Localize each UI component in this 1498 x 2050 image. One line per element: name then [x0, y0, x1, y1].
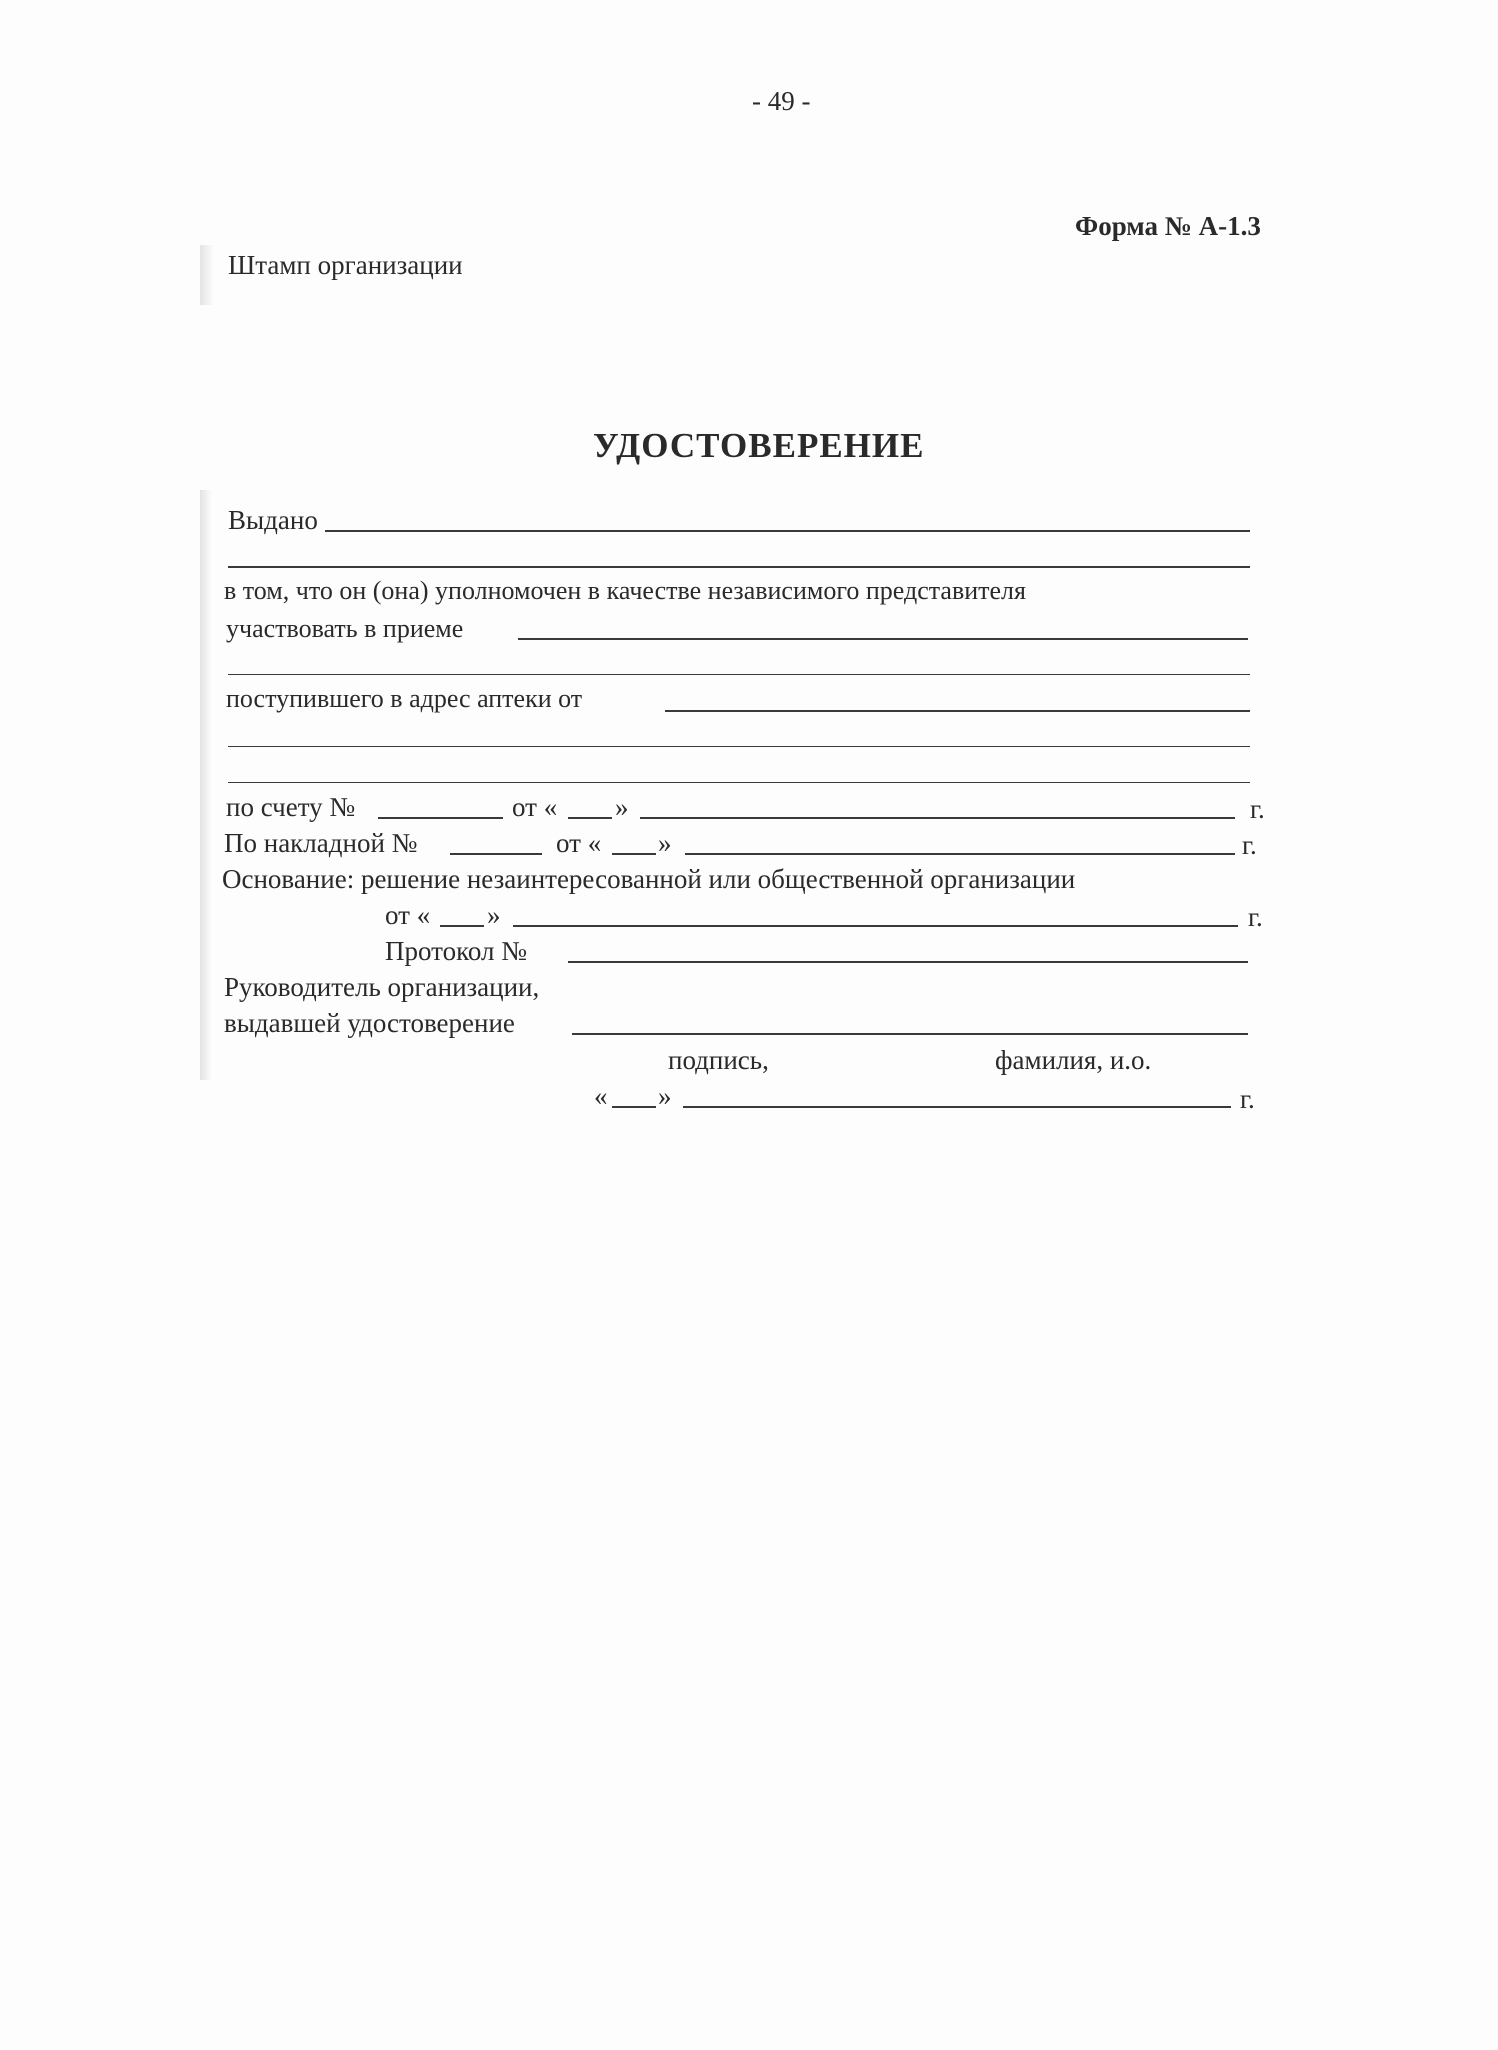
waybill-label: По накладной №: [224, 828, 418, 858]
received-line[interactable]: [665, 710, 1250, 712]
waybill-date-line[interactable]: [685, 853, 1235, 855]
date-day-line[interactable]: [612, 1106, 656, 1108]
invoice-from-open: от «: [512, 792, 558, 822]
waybill-close-quote: »: [658, 828, 672, 858]
head-label-line1: Руководитель организации,: [224, 972, 540, 1002]
waybill-year: г.: [1242, 830, 1257, 860]
issued-label: Выдано: [228, 505, 318, 535]
invoice-number-line[interactable]: [378, 817, 503, 819]
participate-label: участвовать в приеме: [226, 614, 464, 643]
basis-day-line[interactable]: [440, 925, 484, 927]
waybill-day-line[interactable]: [612, 853, 656, 855]
stamp-label: Штамп организации: [228, 250, 463, 280]
invoice-date-line[interactable]: [640, 817, 1235, 819]
form-number: Форма № А-1.3: [1075, 211, 1261, 241]
protocol-label: Протокол №: [385, 936, 527, 966]
basis-close-quote: »: [487, 900, 501, 930]
received-line-2[interactable]: [228, 746, 1250, 747]
received-line-3[interactable]: [228, 782, 1250, 783]
scan-shadow-body: [200, 490, 212, 1080]
basis-year: г.: [1248, 902, 1263, 932]
invoice-year: г.: [1250, 794, 1265, 824]
date-line[interactable]: [683, 1106, 1231, 1108]
invoice-label: по счету №: [226, 792, 356, 822]
name-caption: фамилия, и.о.: [995, 1045, 1152, 1075]
waybill-from-open: от «: [556, 828, 602, 858]
participate-line-2[interactable]: [228, 674, 1250, 675]
issued-line[interactable]: [325, 530, 1250, 532]
head-signature-line[interactable]: [572, 1033, 1248, 1035]
participate-line[interactable]: [518, 638, 1248, 640]
authorized-text: в том, что он (она) уполномочен в качестве независимого представителя: [224, 576, 1026, 605]
date-open-quote: «: [594, 1081, 608, 1111]
date-year: г.: [1240, 1084, 1255, 1114]
basis-date-line[interactable]: [513, 925, 1238, 927]
signature-caption: подпись,: [668, 1045, 769, 1075]
issued-line-2[interactable]: [228, 566, 1250, 568]
received-label: поступившего в адрес аптеки от: [226, 684, 583, 713]
date-close-quote: »: [658, 1081, 672, 1111]
invoice-day-line[interactable]: [568, 817, 612, 819]
document-title: УДОСТОВЕРЕНИЕ: [593, 426, 925, 465]
protocol-line[interactable]: [568, 961, 1248, 963]
waybill-number-line[interactable]: [450, 853, 542, 855]
head-label-line2: выдавшей удостоверение: [224, 1008, 515, 1038]
basis-text: Основание: решение незаинтересованной или общественной организации: [222, 864, 1076, 894]
basis-from-open: от «: [385, 900, 431, 930]
invoice-close-quote: »: [615, 792, 629, 822]
scan-shadow-top: [200, 245, 214, 305]
page-number: - 49 -: [752, 86, 811, 116]
